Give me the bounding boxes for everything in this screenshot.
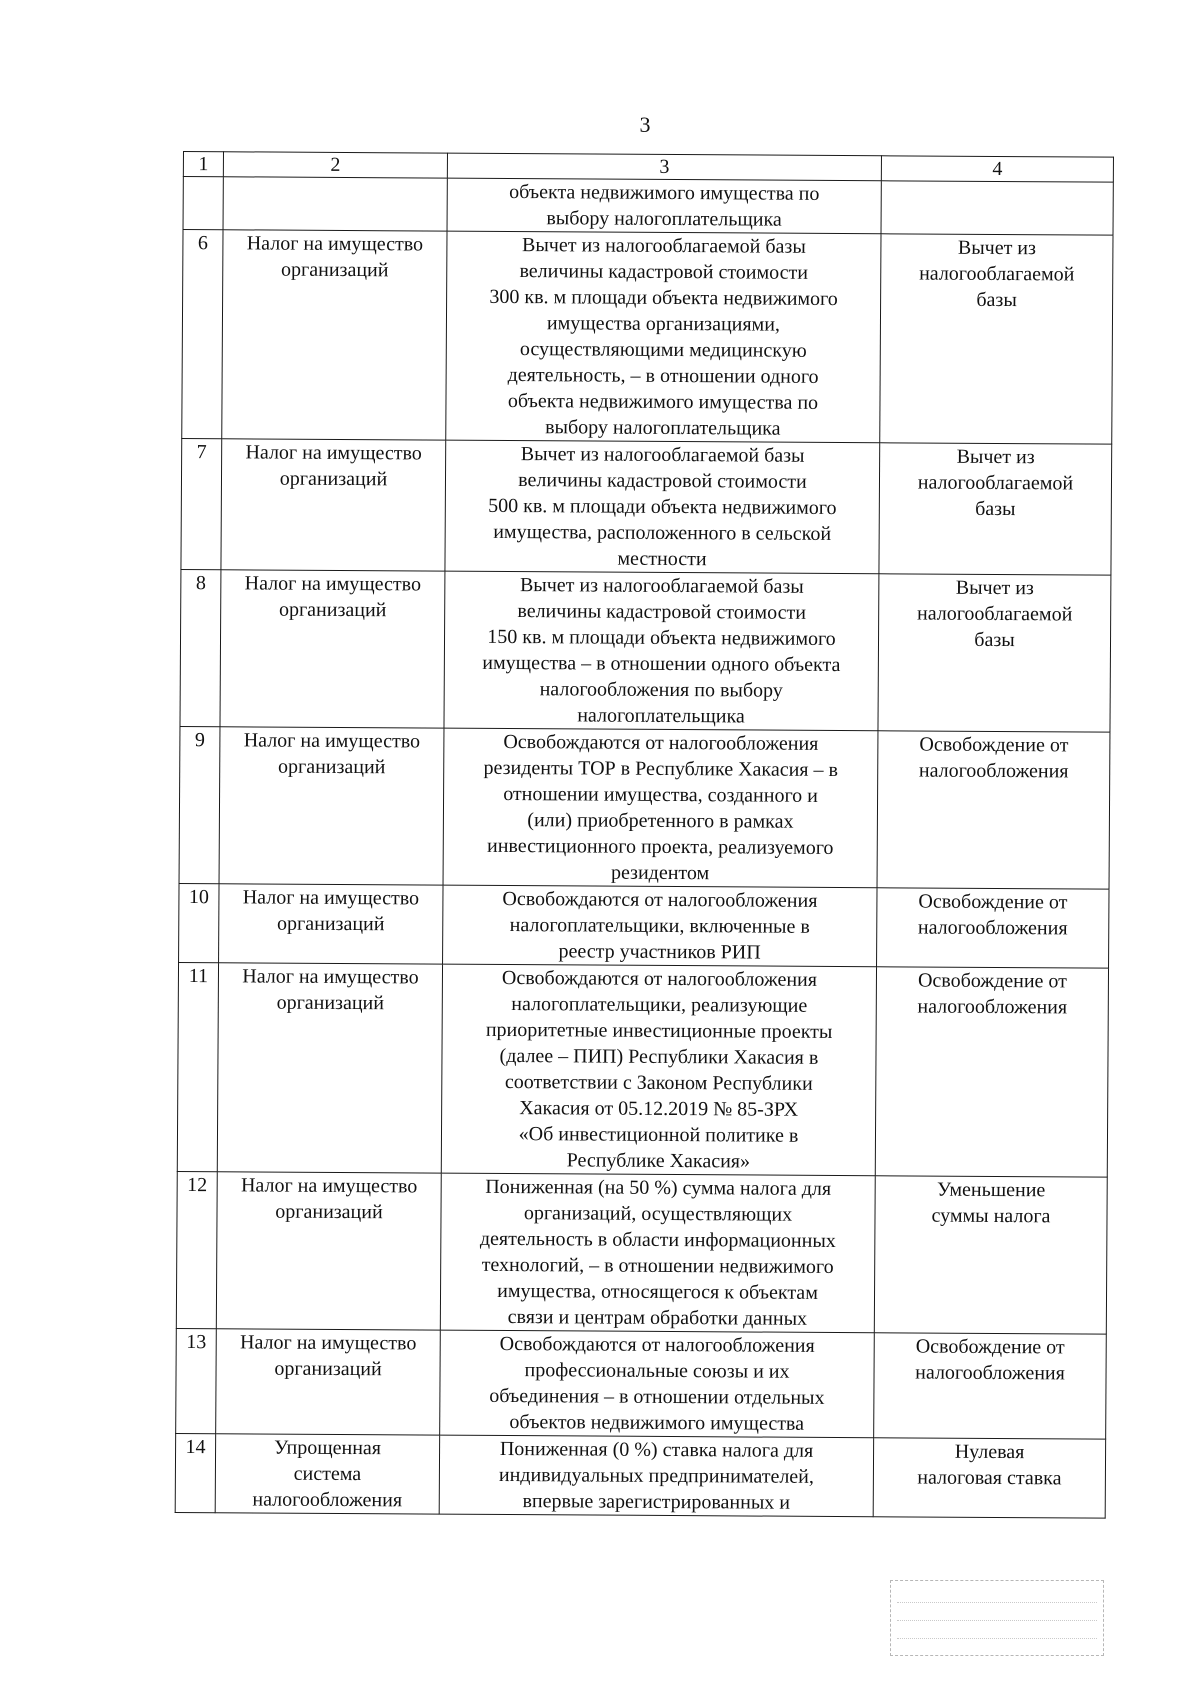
row-number: 6 — [182, 230, 223, 439]
tax-type: Упрощенная система налогообложения — [215, 1434, 439, 1514]
stamp-line — [897, 1603, 1097, 1621]
row-number: 7 — [181, 438, 222, 569]
row-number: 8 — [180, 569, 221, 726]
faded-stamp — [890, 1580, 1104, 1656]
row-number — [183, 177, 223, 230]
benefit-type: Вычет из налогооблагаемой базы — [880, 234, 1113, 444]
row-number: 9 — [179, 726, 220, 883]
row-number: 11 — [177, 962, 218, 1171]
benefit-description: Вычет из налогооблагаемой базы величины кадастровой стоимости 300 кв. м площади объекта недвижимого имущества организациями, осуществляющими медицинскую деятельность, – в отношении одного объекта недвижимого имущества по выбору налогоплательщика — [446, 231, 881, 443]
table-row — [181, 438, 1112, 575]
benefit-type: Уменьшение суммы налога — [874, 1176, 1107, 1334]
row-number: 10 — [179, 883, 219, 962]
column-header: 4 — [881, 156, 1113, 182]
benefit-type: Освобождение от налогообложения — [877, 731, 1110, 889]
tax-type: Налог на имущество организаций — [222, 230, 447, 440]
tax-type: Налог на имущество организаций — [216, 1172, 441, 1330]
benefit-type: Освобождение от налогообложения — [877, 888, 1109, 968]
column-header: 3 — [447, 153, 881, 181]
page-number: 3 — [639, 112, 651, 137]
tax-type: Налог на имущество организаций — [217, 963, 442, 1173]
tax-type: Налог на имущество организаций — [220, 570, 445, 728]
benefit-type: Нулевая налоговая ставка — [873, 1438, 1105, 1518]
benefit-type: Вычет из налогооблагаемой базы — [879, 443, 1112, 575]
row-number: 14 — [175, 1433, 215, 1512]
tax-type: Налог на имущество организаций — [219, 727, 444, 885]
table-row — [176, 1328, 1107, 1439]
benefit-description: Пониженная (на 50 %) сумма налога для организаций, осуществляющих деятельность в области информационных технологий, – в отношении недвижимого имущества, относящегося к объектам связи и центрам обработки данных — [440, 1173, 875, 1333]
tax-type: Налог на имущество организаций — [221, 439, 446, 571]
table-row — [175, 1433, 1105, 1518]
benefit-description: Освобождаются от налогообложения налогоплательщики, реализующие приоритетные инвестиционные проекты (далее – ПИП) Республики Хакасия в соответствии с Законом Республики Хакасия от 05.12.2019 № 85-ЗРХ «Об инвестиционной политике в Республике Хакасия» — [441, 964, 876, 1176]
benefit-description: Освобождаются от налогообложения профессиональные союзы и их объединения – в отношении отдельных объектов недвижимого имущества — [440, 1330, 875, 1438]
table-row — [179, 726, 1110, 889]
benefit-description: Вычет из налогооблагаемой базы величины кадастровой стоимости 500 кв. м площади объекта недвижимого имущества, расположенного в сельской местности — [445, 440, 880, 574]
stamp-line — [897, 1585, 1097, 1603]
table-row — [183, 177, 1113, 236]
tax-type: Налог на имущество организаций — [216, 1329, 441, 1435]
column-header: 2 — [223, 152, 447, 178]
table-row — [182, 230, 1113, 445]
row-number: 13 — [176, 1328, 217, 1433]
tax-type — [223, 177, 447, 231]
row-number: 12 — [176, 1171, 217, 1328]
column-header: 1 — [183, 152, 223, 177]
benefit-description: Пониженная (0 %) ставка налога для индивидуальных предпринимателей, впервые зарегистрированных и — [439, 1435, 873, 1517]
benefit-type: Освобождение от налогообложения — [875, 967, 1108, 1177]
table-row — [177, 962, 1108, 1177]
table-row — [179, 883, 1109, 968]
benefit-type — [881, 181, 1113, 235]
benefit-type: Освобождение от налогообложения — [874, 1333, 1107, 1439]
benefit-description: Освобождаются от налогообложения резиденты ТОР в Республике Хакасия – в отношении имущества, созданного и (или) приобретенного в рамках инвестиционного проекта, реализуемого резидентом — [443, 728, 878, 888]
table-row — [176, 1171, 1107, 1334]
benefit-description: Освобождаются от налогообложения налогоплательщики, включенные в реестр участников РИП — [443, 885, 877, 967]
benefit-description: объекта недвижимого имущества по выбору налогоплательщика — [447, 178, 881, 234]
benefit-type: Вычет из налогооблагаемой базы — [878, 574, 1111, 732]
tax-type: Налог на имущество организаций — [219, 884, 443, 964]
stamp-line — [897, 1621, 1097, 1639]
tax-benefits-table — [175, 151, 1114, 1519]
benefit-description: Вычет из налогооблагаемой базы величины кадастровой стоимости 150 кв. м площади объекта недвижимого имущества – в отношении одного объекта налогообложения по выбору налогоплательщика — [444, 571, 879, 731]
table-row — [180, 569, 1111, 732]
